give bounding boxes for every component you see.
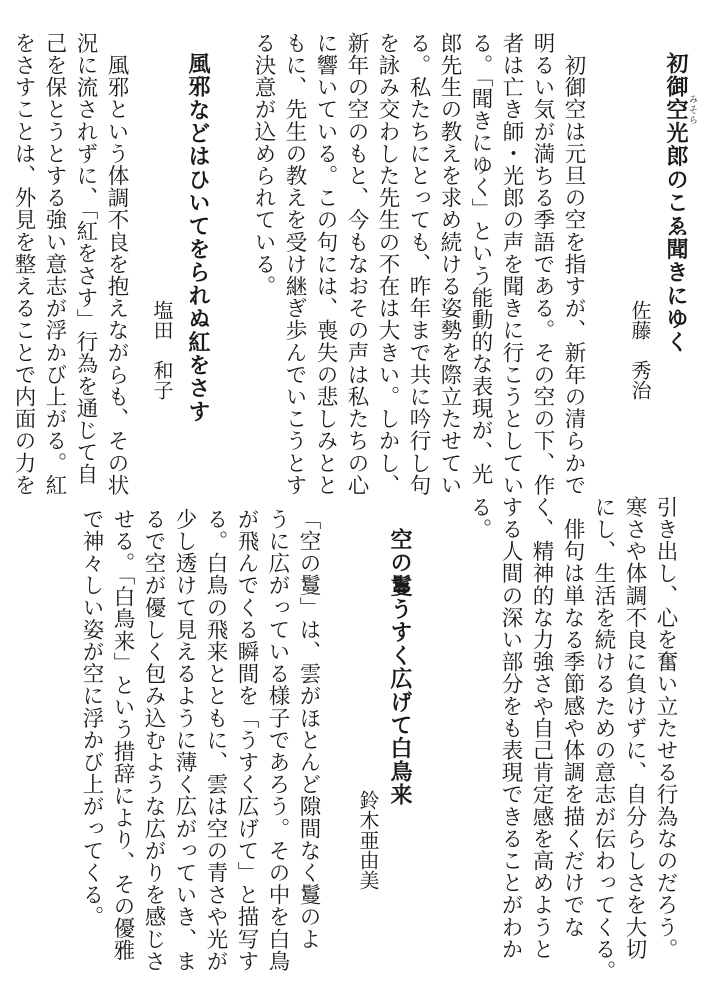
body-line: く、精神的な力強さや自己肯定感を高めようと	[529, 496, 554, 961]
body-line: 者は亡き師・光郎の声を聞きに行こうとしてい	[499, 32, 524, 497]
body-line: 新年の空のもと、今もなおその声は私たちの心	[344, 32, 369, 497]
article-3-title: 空の鬘うすく広げて白鳥来	[387, 528, 413, 807]
body-line: うに広がっている様子であろう。その中を白鳥	[265, 508, 290, 973]
article-3-body	[76, 508, 324, 972]
title-ruby-reading: みそら	[687, 94, 697, 126]
body-line: 引き出し、心を奮い立たせる行為なのだろう。	[653, 496, 678, 961]
article-1-title: 初御空みそら光郎のこゑ聞きにゆく	[663, 52, 697, 354]
body-line: にし、生活を続けるための意志が伝わってくる。	[591, 496, 616, 982]
body-line: 風邪という体調不良を抱えながらも、その状	[104, 32, 129, 497]
article-1-author: 佐藤 秀治	[628, 300, 652, 400]
body-line: 明るい気が満ちる季語である。その空の下、作	[530, 32, 555, 497]
body-line: 初御空は元旦の空を指すが、新年の清らかで	[561, 32, 586, 497]
body-line: をさすことは、外見を整えることで内面の力を	[11, 32, 36, 497]
body-line: が飛んでくる瞬間を「うすく広げて」と描写す	[234, 508, 259, 973]
article-2-body-top	[8, 32, 132, 496]
body-line: る。私たちにとっても、昨年まで共に吟行し句	[406, 32, 431, 497]
body-line: 俳句は単なる季節感や体調を描くだけでな	[560, 496, 585, 938]
body-line: るで空が優しく包み込むような広がりを感じさ	[141, 508, 166, 973]
article-2-author: 塩田 和子	[150, 300, 174, 400]
body-line: 少し透けて見えるように薄く広がっていき、ま	[172, 508, 197, 973]
body-line: もに、先生の教えを受け継ぎ歩んでいこうとす	[282, 32, 307, 497]
body-line: 寒さや体調不良に負けずに、自分らしさを大切	[622, 496, 647, 961]
body-line: る決意が込められている。	[251, 32, 276, 298]
body-line: る。	[467, 496, 492, 541]
body-line: を詠み交わした先生の不在は大きい。しかし、	[375, 32, 400, 497]
body-line: する人間の深い部分をも表現できることがわか	[498, 496, 523, 961]
body-line: 「空の鬘」は、雲がほとんど隙間なく鬘のよ	[296, 508, 321, 950]
article-1-body	[248, 32, 589, 496]
body-line: せる。「白鳥来」という措辞により、その優雅	[110, 508, 135, 962]
article-3-author: 鈴木亜由美	[356, 790, 380, 890]
body-line: 況に流されずに、「紅をさす」行為を通じて自	[73, 32, 98, 486]
body-line: で神々しい姿が空に浮かび上がってくる。	[79, 508, 104, 928]
body-line: 郎先生の教えを求め続ける姿勢を際立たせてい	[437, 32, 462, 497]
body-line: に響いている。この句には、喪失の悲しみとと	[313, 32, 338, 497]
article-2-body-bottom	[464, 496, 681, 982]
article-2-title: 風邪などはひいてをられぬ紅をさす	[185, 52, 211, 424]
body-line: る。白鳥の飛来とともに、雲は空の青さや光が	[203, 508, 228, 973]
body-line: る。「聞きにゆく」という能動的な表現が、光	[468, 32, 493, 486]
body-line: 己を保とうとする強い意志が浮かび上がる。紅	[42, 32, 67, 497]
